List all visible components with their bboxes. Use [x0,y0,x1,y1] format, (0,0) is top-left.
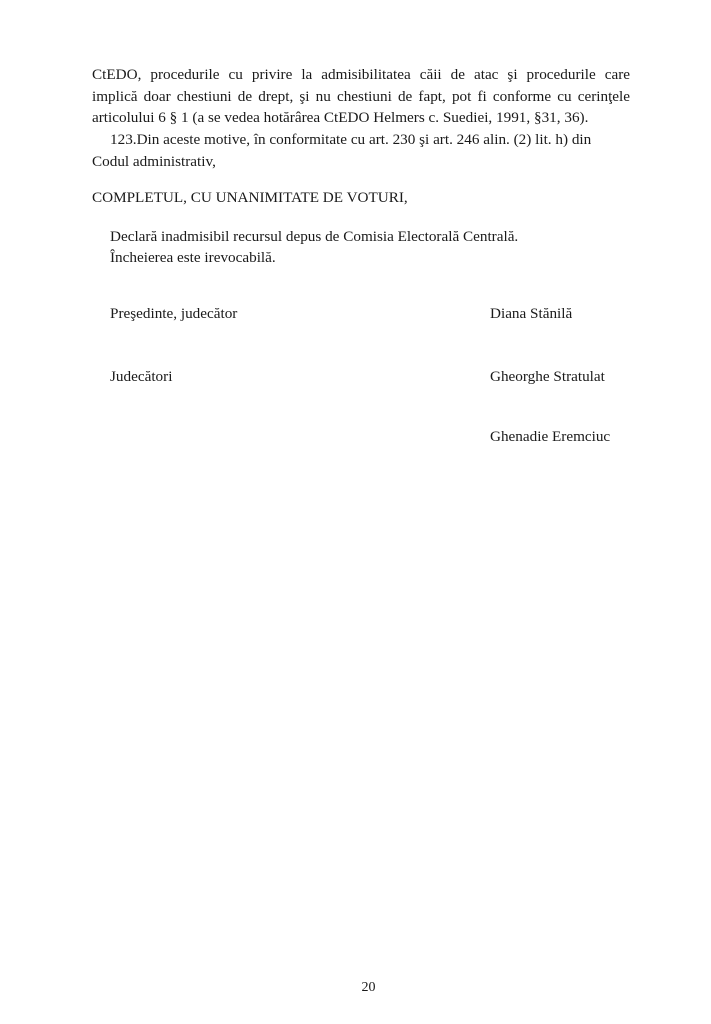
judge-1-name: Gheorghe Stratulat [490,368,605,385]
paragraph-123-line-1: 123.Din aceste motive, în conformitate cu art. 230 şi art. 246 alin. (2) lit. h) din [110,131,592,148]
judge-2-name: Ghenadie Eremciuc [490,428,611,445]
judges-role: Judecători [110,368,173,385]
paragraph-123-line-2: Codul administrativ, [92,152,216,170]
page-number: 20 [361,980,376,995]
president-name: Diana Stănilă [490,305,573,322]
decision-block [110,226,518,268]
ruling-heading: COMPLETUL, CU UNANIMITATE DE VOTURI, [92,189,408,206]
president-role: Preşedinte, judecător [110,305,238,322]
paragraph-line: articolului 6 § 1 (a se vedea hotărârea CtEDO Helmers c. Suediei, 1991, §31, 36). [92,109,589,126]
paragraph-continuation [92,64,630,129]
decision-line-1: Declară inadmisibil recursul depus de Comisia Electorală Centrală. [110,228,519,245]
paragraph-123 [92,129,630,172]
paragraph-line: implică doar chestiuni de drept, şi nu chestiuni de fapt, pot fi conforme cu cerinţele [92,87,630,105]
paragraph-line: CtEDO, procedurile cu privire la admisibilitatea căii de atac şi procedurile care [92,66,630,83]
decision-line-2: Încheierea este irevocabilă. [110,249,276,266]
